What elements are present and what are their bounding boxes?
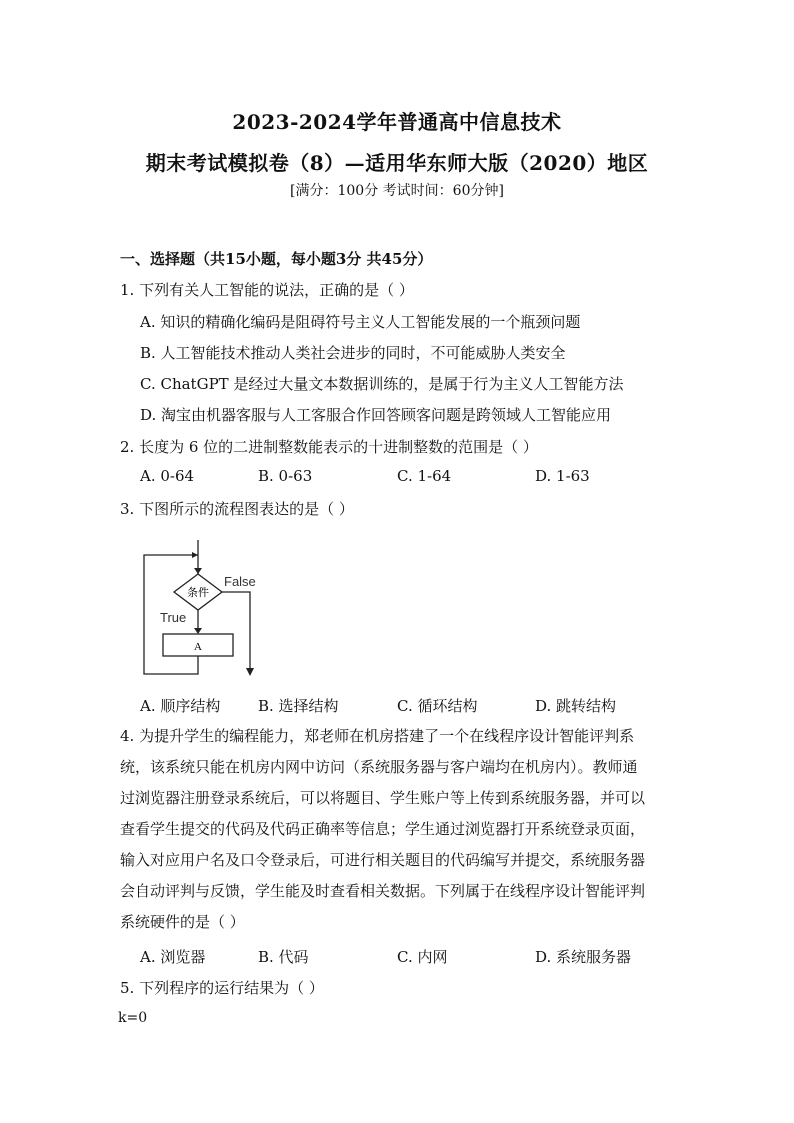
question-2-stem: 2. 长度为 6 位的二进制整数能表示的十进制整数的范围是（ ） <box>120 438 538 456</box>
question-1-option-d: D. 淘宝由机器客服与人工客服合作回答顾客问题是跨领域人工智能应用 <box>140 406 612 424</box>
question-4-line: 会自动评判与反馈，学生能及时查看相关数据。下列属于在线程序设计智能评判 <box>120 882 646 900</box>
question-4-text <box>120 721 680 938</box>
question-2-option-a: A. 0-64 <box>140 467 195 485</box>
question-3-option-a: A. 顺序结构 <box>140 697 221 715</box>
flow-false-label: False <box>224 574 256 589</box>
flow-true-label: True <box>160 610 187 625</box>
question-4-option-a: A. 浏览器 <box>140 948 206 966</box>
question-4-option-d: D. 系统服务器 <box>535 948 632 966</box>
question-2-option-d: D. 1-63 <box>535 467 590 485</box>
title-line-2: 期末考试模拟卷（8）—适用华东师大版（2020）地区 <box>145 151 649 175</box>
question-3-stem: 3. 下图所示的流程图表达的是（ ） <box>120 500 354 518</box>
question-3-option-d: D. 跳转结构 <box>535 697 617 715</box>
question-4-option-b: B. 代码 <box>258 948 309 966</box>
question-4-line: 4. 为提升学生的编程能力，郑老师在机房搭建了一个在线程序设计智能评判系 <box>120 727 635 745</box>
question-2-option-b: B. 0-63 <box>258 467 313 485</box>
question-4-line: 查看学生提交的代码及代码正确率等信息；学生通过浏览器打开系统登录页面， <box>120 820 646 838</box>
question-1-option-a: A. 知识的精确化编码是阻碍符号主义人工智能发展的一个瓶颈问题 <box>140 313 581 331</box>
loop-flowchart <box>130 530 270 684</box>
section-heading: 一、选择题（共15小题，每小题3分 共45分） <box>120 250 433 268</box>
exam-info: [满分：100分 考试时间：60分钟] <box>290 183 504 199</box>
question-1-option-c: C. ChatGPT 是经过大量文本数据训练的，是属于行为主义人工智能方法 <box>140 375 624 393</box>
title-line-1: 2023-2024学年普通高中信息技术 <box>232 110 562 134</box>
question-4-line: 过浏览器注册登录系统后，可以将题目、学生账户等上传到系统服务器，并可以 <box>120 789 646 807</box>
question-4-line: 输入对应用户名及口令登录后，可进行相关题目的代码编写并提交，系统服务器 <box>120 851 646 869</box>
flow-block-label: A <box>194 641 202 653</box>
question-1-option-b: B. 人工智能技术推动人类社会进步的同时，不可能威胁人类安全 <box>140 344 566 362</box>
question-4-option-c: C. 内网 <box>397 948 448 966</box>
question-3-option-b: B. 选择结构 <box>258 697 339 715</box>
code-snippet: k=0 <box>118 1010 148 1026</box>
question-3-option-c: C. 循环结构 <box>397 697 478 715</box>
question-4-line: 统，该系统只能在机房内网中访问（系统服务器与客户端均在机房内）。教师通 <box>120 758 638 776</box>
question-5-stem: 5. 下列程序的运行结果为（ ） <box>120 979 324 997</box>
question-2-option-c: C. 1-64 <box>397 467 452 485</box>
question-1-stem: 1. 下列有关人工智能的说法，正确的是（ ） <box>120 281 414 299</box>
question-4-line: 系统硬件的是（ ） <box>120 913 245 931</box>
flow-condition-label: 条件 <box>187 586 209 599</box>
